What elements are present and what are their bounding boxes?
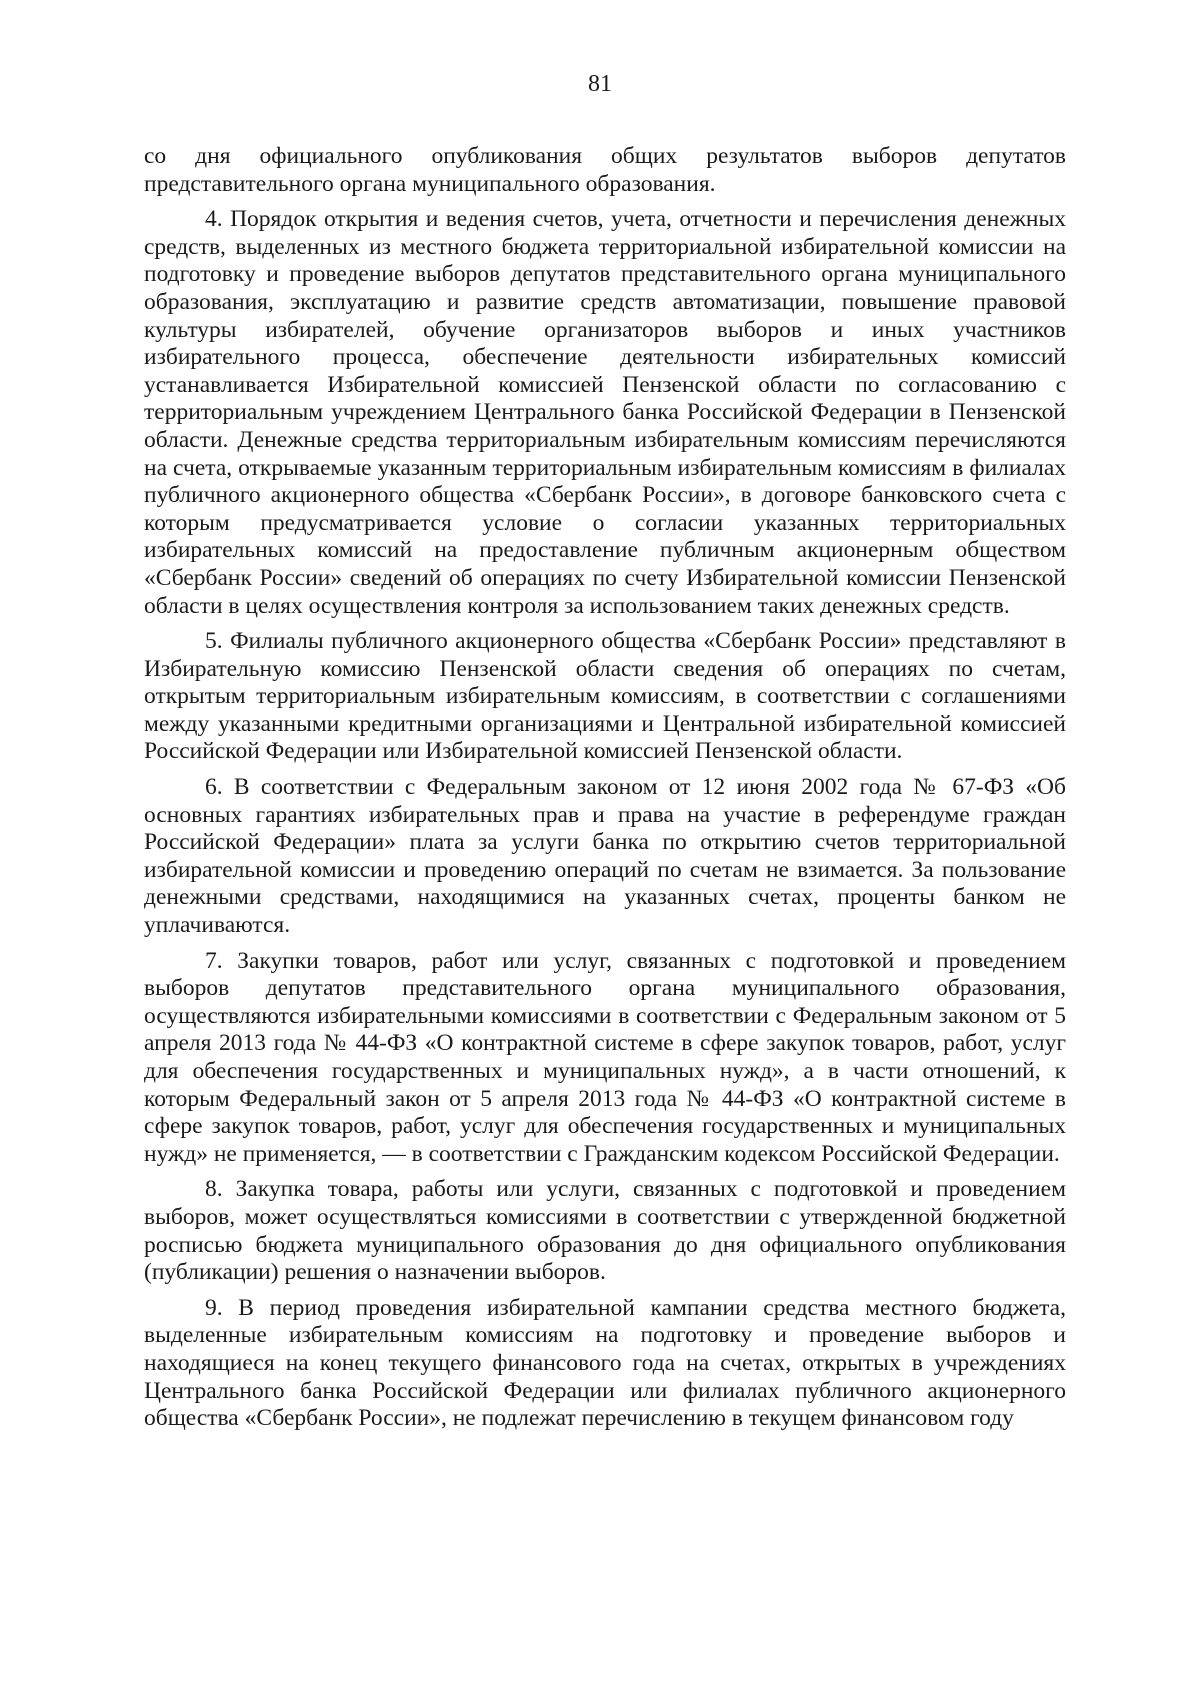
paragraph-item-7: 7. Закупки товаров, работ или услуг, связанных с подготовкой и проведением выборов депутатов представительного органа муниципального образования, осуществляются избирательными комиссиями в соответствии с Федеральным законом от 5 апреля 2013 года № 44-ФЗ «О контрактной системе в сфере закупок товаров, работ, услуг для обеспечения государственных и муниципальных нужд», а в части отношений, к которым Федеральный закон от 5 апреля 2013 года № 44-ФЗ «О контрактной системе в сфере закупок товаров, работ, услуг для обеспечения государственных и муниципальных нужд» не применяется, — в соответствии с Гражданским кодексом Российской Федерации. bbox=[144, 947, 1066, 1167]
document-body bbox=[144, 143, 1066, 1441]
paragraph-continuation: со дня официального опубликования общих результатов выборов депутатов представительного органа муниципального образования. bbox=[144, 143, 1066, 197]
paragraph-item-8: 8. Закупка товара, работы или услуги, связанных с подготовкой и проведением выборов, может осуществляться комиссиями в соответствии с утвержденной бюджетной росписью бюджета муниципального образования до дня официального опубликования (публикации) решения о назначении выборов. bbox=[144, 1176, 1066, 1286]
paragraph-item-6: 6. В соответствии с Федеральным законом от 12 июня 2002 года № 67-ФЗ «Об основных гарантиях избирательных прав и права на участие в референдуме граждан Российской Федерации» плата за услуги банка по открытию счетов территориальной избирательной комиссии и проведению операций по счетам не взимается. За пользование денежными средствами, находящимися на указанных счетах, проценты банком не уплачиваются. bbox=[144, 774, 1066, 939]
page-number: 81 bbox=[588, 71, 612, 97]
paragraph-item-9: 9. В период проведения избирательной кампании средства местного бюджета, выделенные избирательным комиссиям на подготовку и проведение выборов и находящиеся на конец текущего финансового года на счетах, открытых в учреждениях Центрального банка Российской Федерации или филиалах публичного акционерного общества «Сбербанк России», не подлежат перечислению в текущем финансовом году bbox=[144, 1294, 1066, 1432]
paragraph-item-5: 5. Филиалы публичного акционерного общества «Сбербанк России» представляют в Избирательную комиссию Пензенской области сведения об операциях по счетам, открытым территориальным избирательным комиссиям, в соответствии с соглашениями между указанными кредитными организациями и Центральной избирательной комиссией Российской Федерации или Избирательной комиссией Пензенской области. bbox=[144, 628, 1066, 765]
paragraph-item-4: 4. Порядок открытия и ведения счетов, учета, отчетности и перечисления денежных средств, выделенных из местного бюджета территориальной избирательной комиссии на подготовку и проведение выборов депутатов представительного органа муниципального образования, эксплуатацию и развитие средств автоматизации, повышение правовой культуры избирателей, обучение организаторов выборов и иных участников избирательного процесса, обеспечение деятельности избирательных комиссий устанавливается Избирательной комиссией Пензенской области по согласованию с территориальным учреждением Центрального банка Российской Федерации в Пензенской области. Денежные средства территориальным избирательным комиссиям перечисляются на счета, открываемые указанным территориальным избирательным комиссиям в филиалах публичного акционерного общества «Сбербанк России», в договоре банковского счета с которым предусматривается условие о согласии указанных территориальных избирательных комиссий на предоставление публичным акционерным обществом «Сбербанк России» сведений об операциях по счету Избирательной комиссии Пензенской области в целях осуществления контроля за использованием таких денежных средств. bbox=[144, 206, 1066, 619]
